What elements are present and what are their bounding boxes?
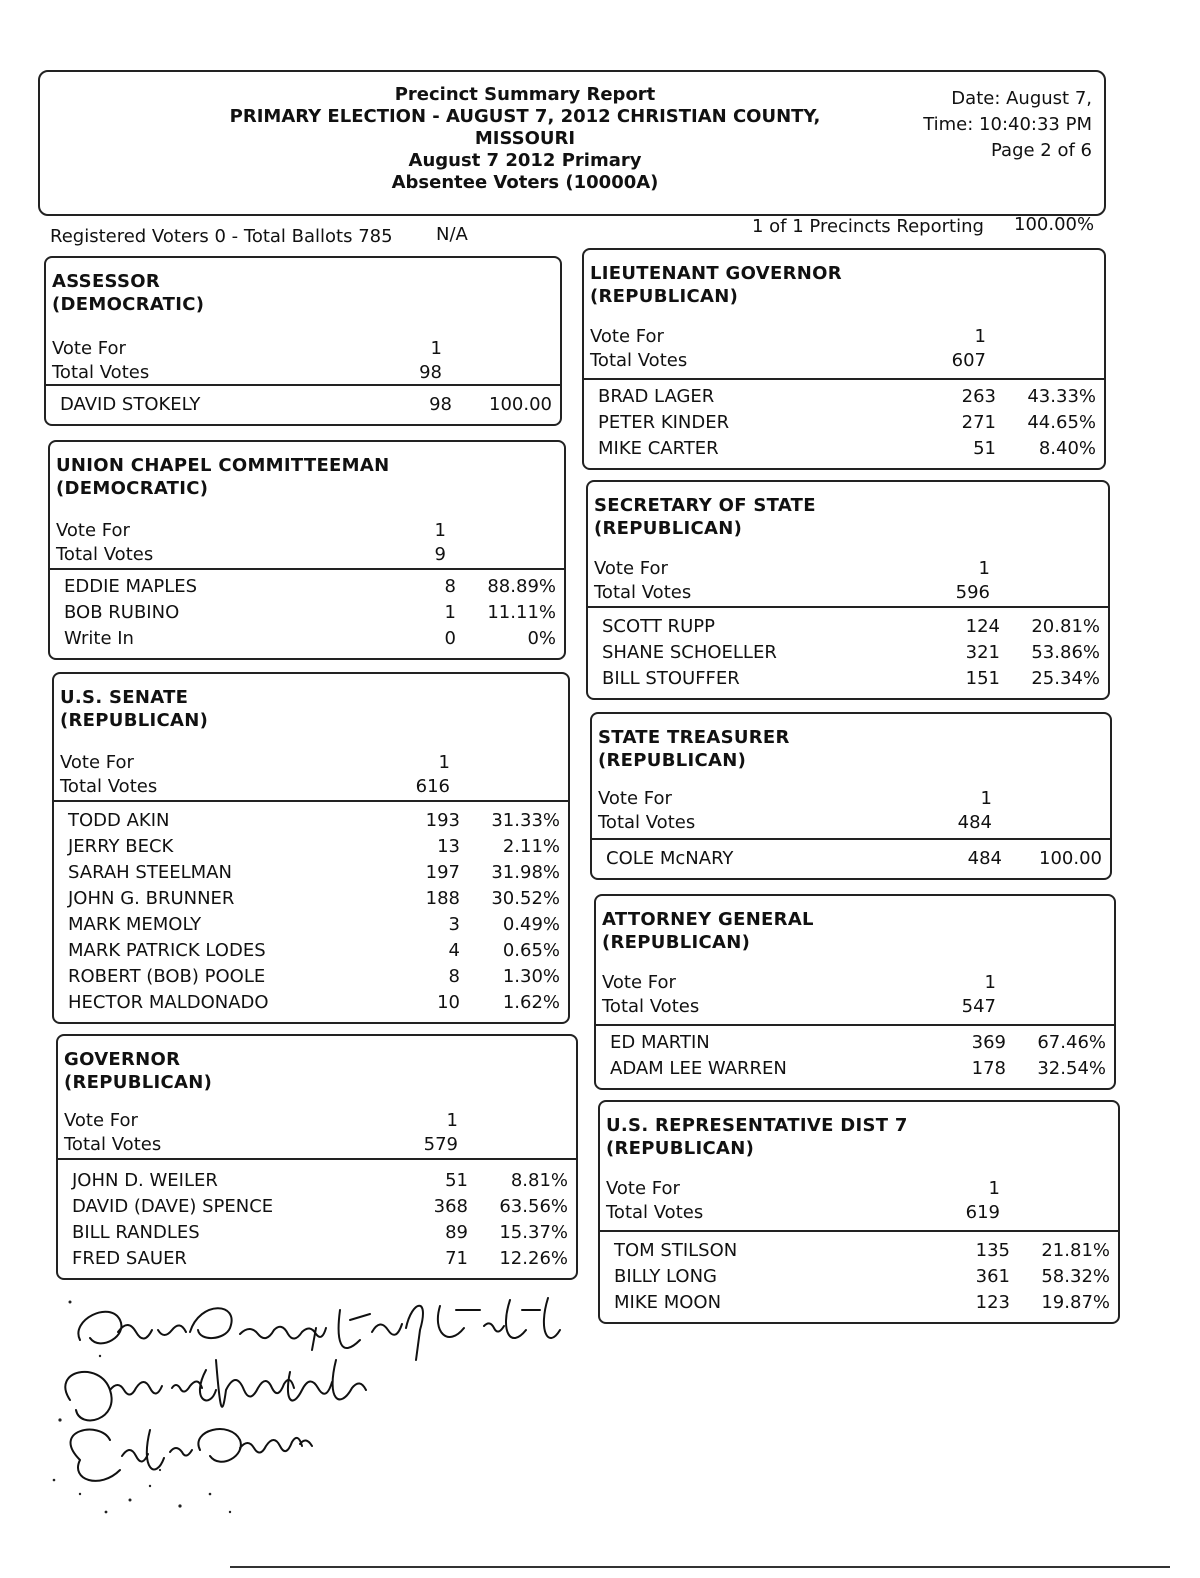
candidate-percent: 100.00 (1039, 848, 1102, 869)
candidate-name: ADAM LEE WARREN (610, 1058, 787, 1079)
vote-for-row (56, 520, 558, 544)
candidate-name: JOHN G. BRUNNER (68, 888, 235, 909)
candidate-name: MARK MEMOLY (68, 914, 202, 935)
total-votes-value: 579 (423, 1134, 458, 1155)
candidate-name: BILLY LONG (614, 1266, 718, 1287)
total-votes-value: 596 (955, 582, 990, 603)
candidate-name: BRAD LAGER (598, 386, 715, 407)
turnout-na: N/A (436, 224, 468, 245)
candidate-percent: 1.62% (502, 992, 560, 1013)
candidate-row (602, 642, 1100, 668)
race-office: SECRETARY OF STATE (594, 495, 816, 516)
race-office: UNION CHAPEL COMMITTEEMAN (56, 455, 390, 476)
report-title: Precinct Summary Report (394, 84, 656, 105)
candidate-percent: 63.56% (499, 1196, 568, 1217)
candidate-percent: 67.46% (1037, 1032, 1106, 1053)
candidate-votes: 4 (448, 940, 460, 961)
race-party: (REPUBLICAN) (602, 932, 751, 953)
vote-for-row (590, 326, 1098, 350)
election-state: MISSOURI (474, 128, 576, 149)
candidate-votes: 188 (425, 888, 460, 909)
candidate-percent: 8.81% (510, 1170, 568, 1191)
candidate-percent: 12.26% (499, 1248, 568, 1269)
candidate-row (598, 412, 1096, 438)
candidate-percent: 30.52% (491, 888, 560, 909)
vote-for-label: Vote For (594, 558, 668, 579)
report-date: Date: August 7, (951, 88, 1092, 109)
race-us-senate (52, 672, 570, 1024)
candidate-row (598, 438, 1096, 464)
handwritten-signatures (40, 1280, 600, 1520)
candidate-row (72, 1222, 568, 1248)
candidate-votes: 13 (437, 836, 460, 857)
total-votes-value: 547 (961, 996, 996, 1017)
vote-for-label: Vote For (64, 1110, 138, 1131)
candidate-percent: 0.65% (502, 940, 560, 961)
candidate-row (60, 394, 552, 420)
results-divider (596, 1024, 1114, 1026)
candidate-row (598, 386, 1096, 412)
candidate-percent: 43.33% (1027, 386, 1096, 407)
candidate-row (602, 668, 1100, 694)
total-votes-label: Total Votes (606, 1202, 704, 1223)
candidate-votes: 368 (433, 1196, 468, 1217)
vote-for-row (606, 1178, 1112, 1202)
candidate-row (68, 966, 560, 992)
vote-for-value: 1 (978, 558, 990, 579)
candidate-votes: 71 (445, 1248, 468, 1269)
candidate-name: ED MARTIN (610, 1032, 710, 1053)
vote-for-value: 1 (430, 338, 442, 359)
race-office: STATE TREASURER (598, 727, 790, 748)
total-votes-label: Total Votes (590, 350, 688, 371)
vote-for-row (594, 558, 1102, 582)
candidate-percent: 8.40% (1038, 438, 1096, 459)
candidate-row (64, 628, 556, 654)
vote-for-label: Vote For (52, 338, 126, 359)
candidate-row (610, 1058, 1106, 1084)
results-divider (600, 1230, 1118, 1232)
total-votes-value: 9 (434, 544, 446, 565)
candidate-name: JOHN D. WEILER (72, 1170, 218, 1191)
candidate-row (610, 1032, 1106, 1058)
candidate-name: Write In (64, 628, 134, 649)
vote-for-value: 1 (980, 788, 992, 809)
total-votes-row (598, 812, 1104, 836)
candidate-row (68, 940, 560, 966)
results-divider (58, 1158, 576, 1160)
candidate-votes: 0 (444, 628, 456, 649)
candidate-name: TODD AKIN (68, 810, 170, 831)
vote-for-row (52, 338, 554, 362)
total-votes-label: Total Votes (64, 1134, 162, 1155)
candidate-percent: 2.11% (502, 836, 560, 857)
race-office: LIEUTENANT GOVERNOR (590, 263, 842, 284)
total-votes-label: Total Votes (598, 812, 696, 833)
candidate-votes: 135 (975, 1240, 1010, 1261)
candidate-votes: 1 (444, 602, 456, 623)
total-votes-label: Total Votes (52, 362, 150, 383)
page-number: Page 2 of 6 (991, 140, 1092, 161)
results-divider (50, 568, 564, 570)
candidate-row (602, 616, 1100, 642)
candidate-name: JERRY BECK (68, 836, 174, 857)
race-us-representative-dist-7 (598, 1100, 1120, 1324)
candidate-name: DAVID STOKELY (60, 394, 201, 415)
candidate-votes: 89 (445, 1222, 468, 1243)
candidate-percent: 100.00 (489, 394, 552, 415)
candidate-votes: 263 (961, 386, 996, 407)
race-title (64, 1048, 212, 1094)
race-union-chapel-committeeman (48, 440, 566, 660)
total-votes-row (64, 1134, 570, 1158)
results-divider (54, 800, 568, 802)
total-votes-value: 619 (965, 1202, 1000, 1223)
vote-for-row (60, 752, 562, 776)
candidate-name: BILL RANDLES (72, 1222, 200, 1243)
race-party: (REPUBLICAN) (594, 518, 743, 539)
candidate-votes: 193 (425, 810, 460, 831)
race-title (590, 262, 842, 308)
candidate-percent: 53.86% (1031, 642, 1100, 663)
candidate-percent: 11.11% (487, 602, 556, 623)
race-title (60, 686, 208, 732)
candidate-name: MIKE MOON (614, 1292, 722, 1313)
total-votes-label: Total Votes (56, 544, 154, 565)
candidate-name: COLE McNARY (606, 848, 734, 869)
signatures (40, 1280, 600, 1520)
report-title-block (220, 84, 830, 194)
candidate-row (64, 602, 556, 628)
race-party: (REPUBLICAN) (590, 286, 739, 307)
race-party: (REPUBLICAN) (60, 710, 209, 731)
vote-for-value: 1 (446, 1110, 458, 1131)
race-lieutenant-governor (582, 248, 1106, 470)
candidate-row (68, 914, 560, 940)
total-votes-value: 607 (951, 350, 986, 371)
candidate-votes: 151 (965, 668, 1000, 689)
total-votes-row (602, 996, 1108, 1020)
election-title: PRIMARY ELECTION - AUGUST 7, 2012 CHRISTIAN COUNTY, (229, 106, 821, 127)
race-office: U.S. REPRESENTATIVE DIST 7 (606, 1115, 908, 1136)
race-party: (REPUBLICAN) (606, 1138, 755, 1159)
vote-for-label: Vote For (56, 520, 130, 541)
total-votes-row (56, 544, 558, 568)
race-party: (REPUBLICAN) (598, 750, 747, 771)
candidate-name: SCOTT RUPP (602, 616, 715, 637)
total-votes-row (594, 582, 1102, 606)
candidate-votes: 271 (961, 412, 996, 433)
ballot-summary: Registered Voters 0 - Total Ballots 785 (50, 226, 393, 247)
candidate-votes: 123 (975, 1292, 1010, 1313)
candidate-name: EDDIE MAPLES (64, 576, 198, 597)
total-votes-label: Total Votes (594, 582, 692, 603)
results-divider (588, 606, 1108, 608)
race-assessor (44, 256, 562, 426)
vote-for-value: 1 (974, 326, 986, 347)
candidate-name: TOM STILSON (614, 1240, 738, 1261)
candidate-votes: 124 (965, 616, 1000, 637)
race-office: ASSESSOR (52, 271, 161, 292)
race-party: (DEMOCRATIC) (56, 478, 209, 499)
candidate-name: MIKE CARTER (598, 438, 719, 459)
candidate-row (614, 1240, 1110, 1266)
vote-for-label: Vote For (598, 788, 672, 809)
candidate-votes: 98 (429, 394, 452, 415)
race-attorney-general (594, 894, 1116, 1090)
candidate-row (68, 836, 560, 862)
candidate-percent: 0% (527, 628, 556, 649)
candidate-name: FRED SAUER (72, 1248, 187, 1269)
candidate-votes: 8 (448, 966, 460, 987)
race-party: (DEMOCRATIC) (52, 294, 205, 315)
candidate-percent: 21.81% (1041, 1240, 1110, 1261)
candidate-row (72, 1248, 568, 1274)
candidate-name: ROBERT (BOB) POOLE (68, 966, 266, 987)
total-votes-row (52, 362, 554, 386)
race-title (602, 908, 814, 954)
precincts-reporting-percent: 100.00% (1014, 214, 1095, 235)
total-votes-value: 98 (419, 362, 442, 383)
race-title (598, 726, 790, 772)
candidate-name: DAVID (DAVE) SPENCE (72, 1196, 274, 1217)
candidate-row (68, 810, 560, 836)
candidate-percent: 19.87% (1041, 1292, 1110, 1313)
results-divider (46, 384, 560, 386)
report-header (38, 70, 1106, 216)
candidate-percent: 31.33% (491, 810, 560, 831)
candidate-votes: 178 (971, 1058, 1006, 1079)
candidate-name: BILL STOUFFER (602, 668, 740, 689)
total-votes-label: Total Votes (602, 996, 700, 1017)
precinct-name: Absentee Voters (10000A) (391, 172, 659, 193)
candidate-votes: 321 (965, 642, 1000, 663)
vote-for-row (602, 972, 1108, 996)
candidate-row (72, 1196, 568, 1222)
candidate-percent: 44.65% (1027, 412, 1096, 433)
race-title (594, 494, 816, 540)
election-subtitle: August 7 2012 Primary (408, 150, 642, 171)
candidate-name: HECTOR MALDONADO (68, 992, 269, 1013)
vote-for-label: Vote For (590, 326, 664, 347)
race-office: GOVERNOR (64, 1049, 181, 1070)
results-divider (584, 378, 1104, 380)
race-title (52, 270, 204, 316)
race-office: U.S. SENATE (60, 687, 189, 708)
candidate-votes: 8 (444, 576, 456, 597)
candidate-percent: 0.49% (502, 914, 560, 935)
candidate-name: BOB RUBINO (64, 602, 180, 623)
page-bottom-rule (230, 1566, 1170, 1568)
race-title (56, 454, 389, 500)
vote-for-label: Vote For (60, 752, 134, 773)
race-office: ATTORNEY GENERAL (602, 909, 814, 930)
candidate-row (606, 848, 1102, 874)
results-divider (592, 838, 1110, 840)
candidate-votes: 361 (975, 1266, 1010, 1287)
total-votes-row (606, 1202, 1112, 1226)
candidate-row (68, 888, 560, 914)
candidate-votes: 197 (425, 862, 460, 883)
report-time: Time: 10:40:33 PM (923, 114, 1092, 135)
candidate-row (68, 862, 560, 888)
race-title (606, 1114, 908, 1160)
race-secretary-of-state (586, 480, 1110, 700)
candidate-row (72, 1170, 568, 1196)
vote-for-value: 1 (438, 752, 450, 773)
vote-for-row (598, 788, 1104, 812)
candidate-votes: 51 (445, 1170, 468, 1191)
candidate-percent: 58.32% (1041, 1266, 1110, 1287)
candidate-percent: 32.54% (1037, 1058, 1106, 1079)
candidate-votes: 484 (967, 848, 1002, 869)
candidate-percent: 20.81% (1031, 616, 1100, 637)
candidate-votes: 10 (437, 992, 460, 1013)
race-party: (REPUBLICAN) (64, 1072, 213, 1093)
precincts-reporting: 1 of 1 Precincts Reporting (752, 216, 984, 237)
candidate-name: SHANE SCHOELLER (602, 642, 777, 663)
report-meta (923, 86, 1092, 164)
candidate-row (68, 992, 560, 1018)
vote-for-row (64, 1110, 570, 1134)
total-votes-value: 484 (957, 812, 992, 833)
candidate-name: PETER KINDER (598, 412, 730, 433)
vote-for-value: 1 (988, 1178, 1000, 1199)
vote-for-label: Vote For (602, 972, 676, 993)
total-votes-label: Total Votes (60, 776, 158, 797)
candidate-percent: 31.98% (491, 862, 560, 883)
race-governor (56, 1034, 578, 1280)
candidate-votes: 51 (973, 438, 996, 459)
candidate-percent: 1.30% (502, 966, 560, 987)
vote-for-value: 1 (434, 520, 446, 541)
total-votes-row (590, 350, 1098, 374)
total-votes-value: 616 (415, 776, 450, 797)
candidate-row (614, 1292, 1110, 1318)
candidate-name: MARK PATRICK LODES (68, 940, 266, 961)
candidate-percent: 25.34% (1031, 668, 1100, 689)
candidate-name: SARAH STEELMAN (68, 862, 232, 883)
vote-for-label: Vote For (606, 1178, 680, 1199)
candidate-row (64, 576, 556, 602)
race-state-treasurer (590, 712, 1112, 880)
candidate-votes: 369 (971, 1032, 1006, 1053)
total-votes-row (60, 776, 562, 800)
candidate-row (614, 1266, 1110, 1292)
candidate-votes: 3 (448, 914, 460, 935)
candidate-percent: 15.37% (499, 1222, 568, 1243)
candidate-percent: 88.89% (487, 576, 556, 597)
vote-for-value: 1 (984, 972, 996, 993)
